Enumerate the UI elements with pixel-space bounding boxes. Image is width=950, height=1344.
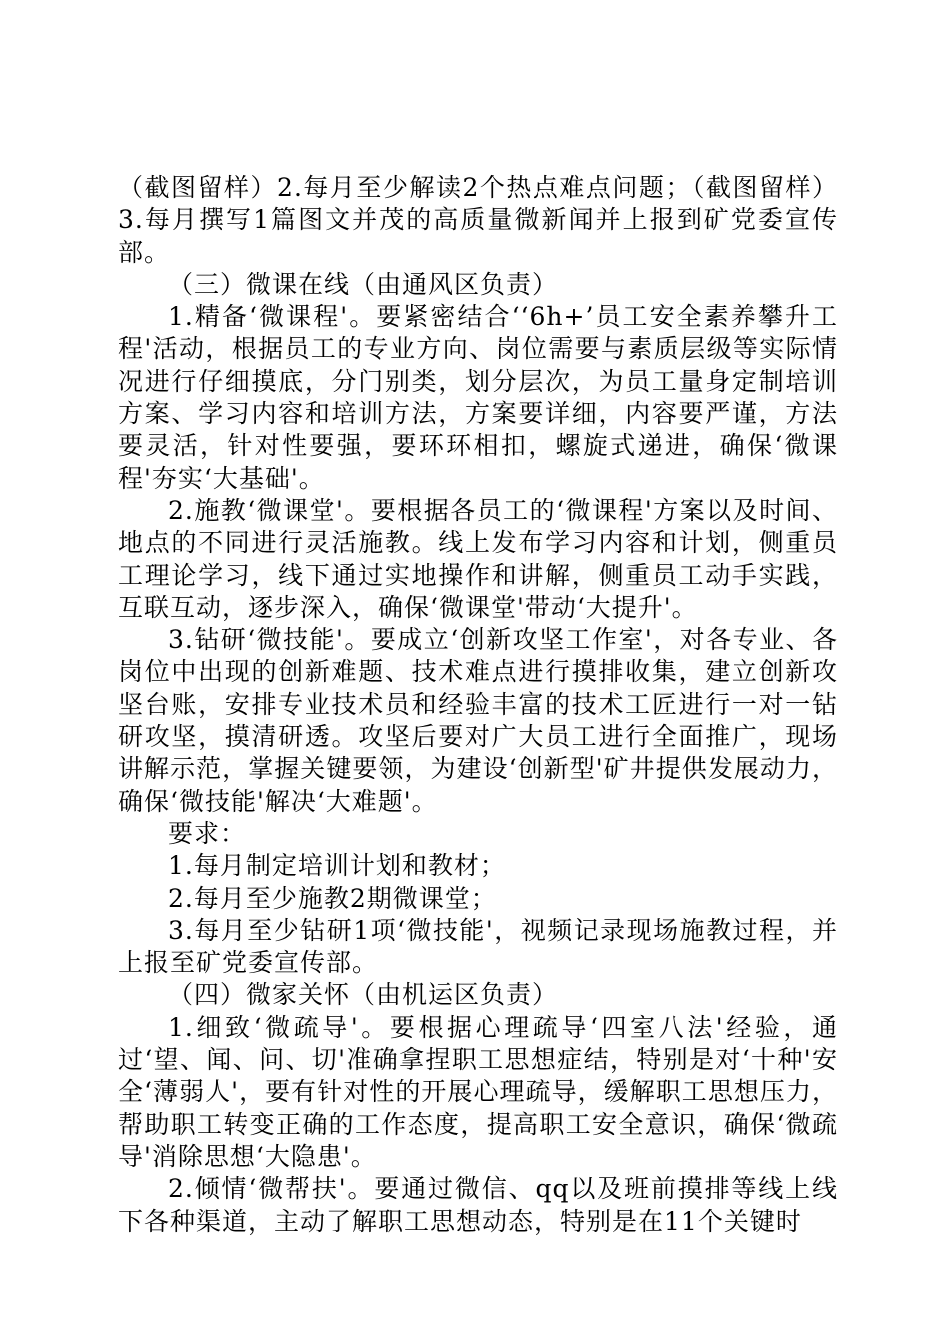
paragraph: （截图留样）2.每月至少解读2个热点难点问题；（截图留样）3.每月撰写1篇图文并茂的高质量微新闻并上报到矿党委宣传部。	[118, 173, 838, 267]
document-body	[118, 172, 838, 1238]
paragraph: 1.细致‘微疏导'。要根据心理疏导‘四室八法'经验，通过‘望、闻、问、切'准确拿捏职工思想症结，特别是对‘十种'安全‘薄弱人'，要有针对性的开展心理疏导，缓解职工思想压力，帮助职工转变正确的工作态度，提高职工安全意识，确保‘微疏导'消除思想‘大隐患'。	[118, 1012, 838, 1171]
paragraph: 2.倾情‘微帮扶'。要通过微信、qq以及班前摸排等线上线下各种渠道，主动了解职工思想动态，特别是在11个关键时	[118, 1174, 838, 1236]
paragraph: 2.施教‘微课堂'。要根据各员工的‘微课程'方案以及时间、地点的不同进行灵活施教。线上发布学习内容和计划，侧重员工理论学习，线下通过实地操作和讲解，侧重员工动手实践，互联互动，逐步深入，确保‘微课堂'带动‘大提升'。	[118, 495, 838, 622]
requirement-item: 2.每月至少施教2期微课堂；	[168, 883, 497, 913]
requirements-label: 要求：	[168, 818, 247, 848]
requirement-item: 1.每月制定培训计划和教材；	[168, 851, 506, 881]
section-heading-micro-care: （四）微家关怀（由机运区负责）	[168, 980, 559, 1010]
section-heading-micro-course: （三）微课在线（由通风区负责）	[168, 269, 559, 299]
paragraph: 1.精备‘微课程'。要紧密结合‘‘6h+’员工安全素养攀升工程'活动，根据员工的专业方向、岗位需要与素质层级等实际情况进行仔细摸底，分门别类，划分层次，为员工量身定制培训方案、学习内容和培训方法，方案要详细，内容要严谨，方法要灵活，针对性要强，要环环相扣，螺旋式递进，确保‘微课程'夯实‘大基础'。	[118, 302, 838, 493]
requirement-item: 3.每月至少钻研1项‘微技能'，视频记录现场施教过程，并上报至矿党委宣传部。	[118, 915, 838, 978]
paragraph: 3.钻研‘微技能'。要成立‘创新攻坚工作室'，对各专业、各岗位中出现的创新难题、技术难点进行摸排收集，建立创新攻坚台账，安排专业技术员和经验丰富的技术工匠进行一对一钻研攻坚，摸清研透。攻坚后要对广大员工进行全面推广，现场讲解示范，掌握关键要领，为建设‘创新型'矿井提供发展动力，确保‘微技能'解决‘大难题'。	[118, 625, 838, 816]
